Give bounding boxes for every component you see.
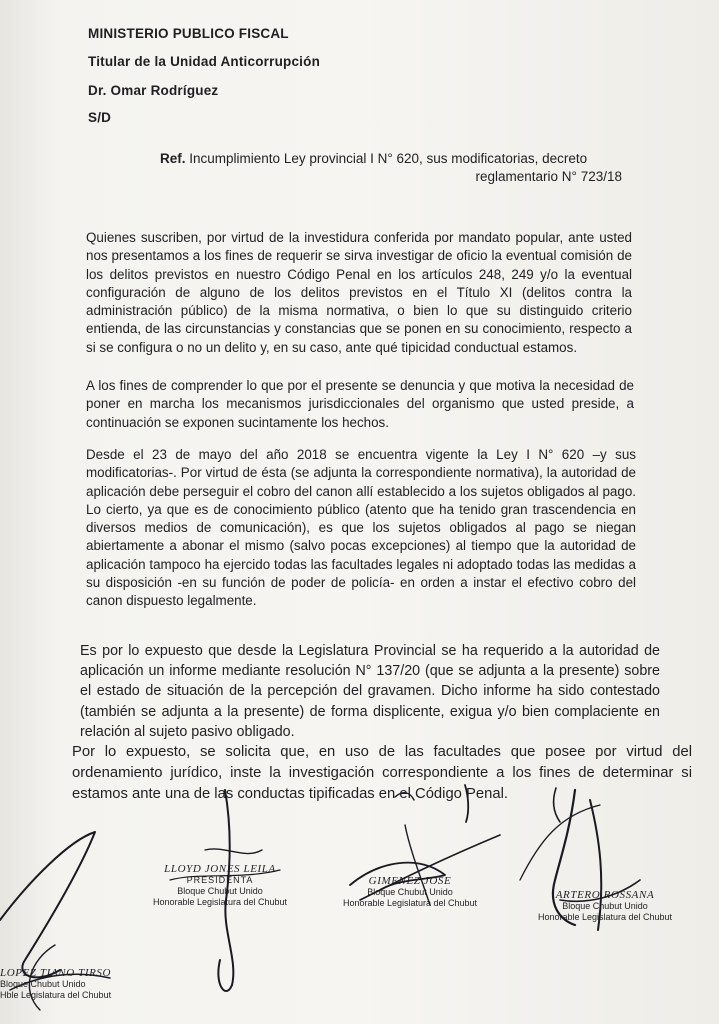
signature-block-3 bbox=[520, 890, 690, 923]
paragraph-2: A los fines de comprender lo que por el presente se denuncia y que motiva la necesidad de poner en marcha los mecanismos jurisdiccionales del organismo que usted preside, a continuación se exponen sucintamente los hechos. bbox=[86, 378, 634, 430]
signature-block-4 bbox=[0, 968, 130, 1001]
signer-house: Honorable Legislatura del Chubut bbox=[537, 912, 673, 922]
signer-bloc: Bloque Chubut Unido bbox=[367, 887, 453, 897]
signer-role: PRESIDENTA bbox=[186, 875, 254, 885]
recipient-institution: MINISTERIO PUBLICO FISCAL bbox=[88, 26, 289, 41]
signer-name: LLOYD JONES LEILA bbox=[164, 863, 276, 875]
signer-house: Honorable Legislatura del Chubut bbox=[342, 898, 478, 908]
paragraph-1: Quienes suscriben, por virtud de la investidura conferida por mandato popular, ante usted nos presentamos a los fines de requerir se sirva investigar de oficio la eventual comisión de los delitos previstos en nuestro Código Penal en los artículos 248, 249 y/o la eventual configuración de alguno de los delitos previstos en el Título XI (delitos contra la administración público) de la misma normativa, o bien lo que su distinguido criterio entienda, de las circunstancias y constancias que se ponen en su conocimiento, respecto a si se configura o no un delito y, en su caso, ante qué tipicidad conductual estamos. bbox=[86, 230, 632, 355]
signer-name: GIMENEZ JOSE bbox=[368, 875, 452, 887]
signer-bloc: Bloque Chubut Unido bbox=[562, 901, 648, 911]
recipient-name: Dr. Omar Rodríguez bbox=[88, 83, 219, 98]
paragraph-4: Es por lo expuesto que desde la Legislatura Provincial se ha requerido a la autoridad de aplicación un informe mediante resolución N° 137/20 (que se adjunta a la presente) sobre el estado de situación de la percepción del gravamen. Dicho informe ha sido contestado (también se adjunta a la presente) de forma displicente, exigua y/o bien complaciente en relación al sujeto pasivo obligado. bbox=[80, 643, 660, 740]
paragraph-3: Desde el 23 de mayo del año 2018 se encuentra vigente la Ley I N° 620 –y sus modificatorias-. Por virtud de ésta (se adjunta la correspondiente normativa), la autoridad de aplicación debe perseguir el cobro del canon allí establecido a los sujetos obligados al pago. Lo cierto, ya que es de conocimiento público (atento que ha tenido gran trascendencia en diversos medios de comunicación), es que los sujetos obligados al pago se niegan abiertamente a abonar el mismo (salvo pocas excepciones) al tiempo que la autoridad de aplicación tampoco ha ejercido todas las facultades legales ni adoptado todas las medidas a su disposición -en su función de poder de policía- en orden a instar el efectivo cobro del canon dispuesto legalmente. bbox=[86, 447, 636, 609]
reference-label: Ref. bbox=[160, 151, 186, 166]
reference-block bbox=[160, 150, 630, 186]
recipient-title: Titular de la Unidad Anticorrupción bbox=[88, 54, 321, 69]
signature-block-1 bbox=[140, 864, 300, 908]
reference-line-2: reglamentario N° 723/18 bbox=[475, 169, 622, 184]
recipient-sd: S/D bbox=[88, 110, 112, 125]
signer-bloc: Bloque Chubut Unido bbox=[177, 886, 263, 896]
signer-house: Honorable Legislatura del Chubut bbox=[152, 897, 288, 907]
signer-name: LOPEZ TIANO TIRSO bbox=[0, 967, 112, 979]
paragraph-5: Por lo expuesto, se solicita que, en uso de las facultades que posee por virtud del ordenamiento jurídico, inste la investigación correspondiente a los fines de determinar si estamos ante una de las conductas tipificadas en el Código Penal. bbox=[72, 744, 692, 802]
signer-name: ARTERO ROSSANA bbox=[555, 889, 655, 901]
signer-bloc: Bloque Chubut Unido bbox=[0, 979, 86, 989]
signature-block-2 bbox=[330, 876, 490, 909]
reference-line-1: Incumplimiento Ley provincial I N° 620, sus modificatorias, decreto bbox=[189, 151, 588, 166]
signer-house: Hble Legislatura del Chubut bbox=[0, 990, 112, 1000]
